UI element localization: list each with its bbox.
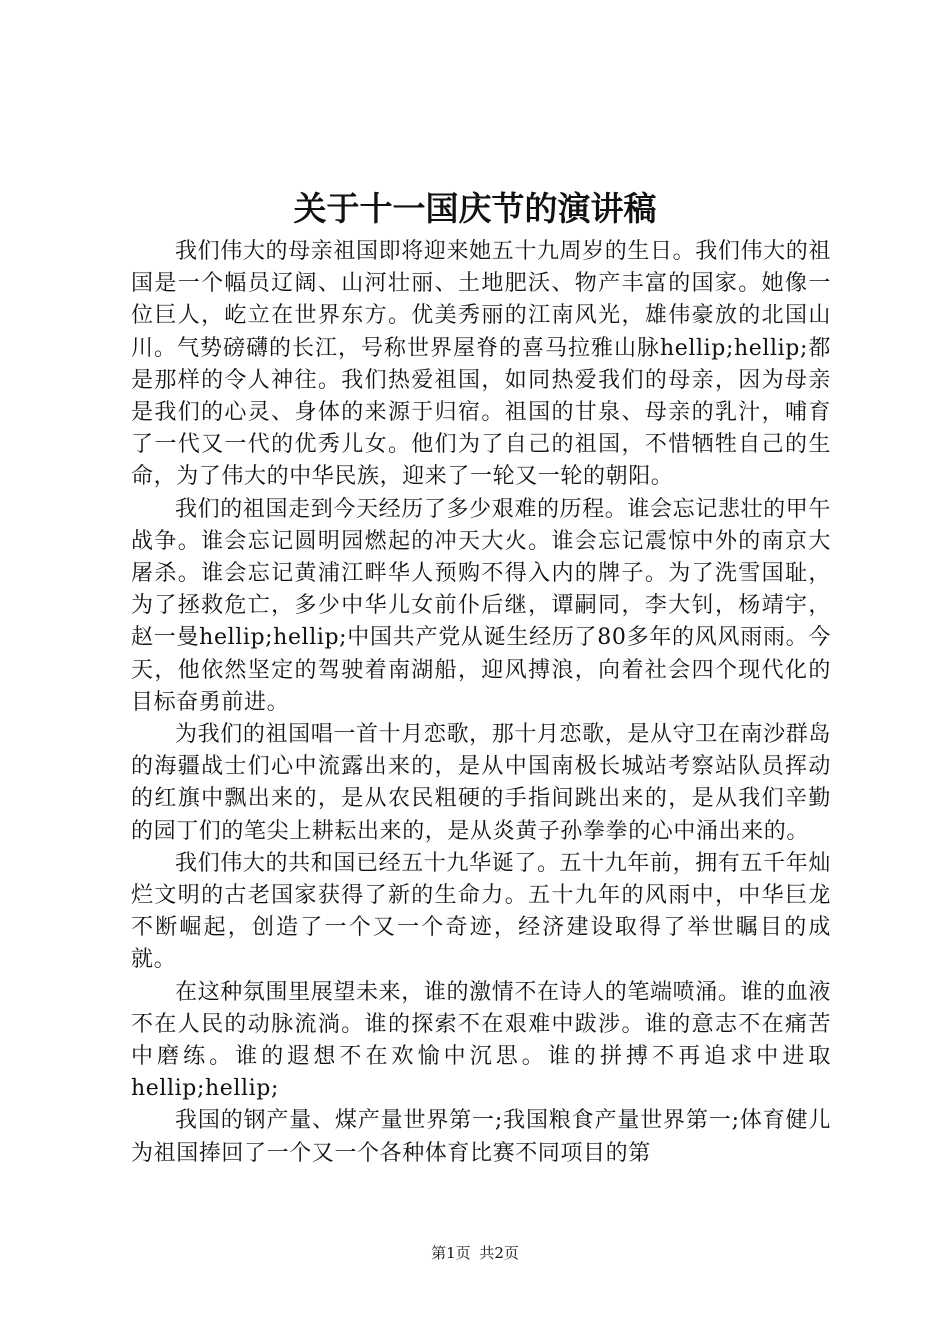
paragraph-3: 为我们的祖国唱一首十月恋歌，那十月恋歌，是从守卫在南沙群岛的海疆战士们心中流露出来的，是从中国南极长城站考察站队员挥动的红旗中飘出来的，是从农民粗硬的手指间跳出来的，是从我们辛勤的园丁们的笔尖上耕耘出来的，是从炎黄子孙拳拳的心中涌出来的。 xyxy=(131,722,831,844)
paragraph-1: 我们伟大的母亲祖国即将迎来她五十九周岁的生日。我们伟大的祖国是一个幅员辽阔、山河壮丽、土地肥沃、物产丰富的国家。她像一位巨人，屹立在世界东方。优美秀丽的江南风光，雄伟豪放的北国山川。气势磅礴的长江，号称世界屋脊的喜马拉雅山脉hellip;hellip;都是那样的令人神往。我们热爱祖国，如同热爱我们的母亲，因为母亲是我们的心灵、身体的来源于归宿。祖国的甘泉、母亲的乳汁，哺育了一代又一代的优秀儿女。他们为了自己的祖国，不惜牺牲自己的生命，为了伟大的中华民族，迎来了一轮又一轮的朝阳。 xyxy=(131,239,831,490)
page-footer xyxy=(0,1243,950,1263)
document-title: 关于十一国庆节的演讲稿 xyxy=(293,189,657,228)
page-total: 共2页 xyxy=(479,1244,519,1262)
document-body xyxy=(131,236,831,1170)
paragraph-5: 在这种氛围里展望未来，谁的激情不在诗人的笔端喷涌。谁的血液不在人民的动脉流淌。谁的探索不在艰难中跋涉。谁的意志不在痛苦中磨练。谁的遐想不在欢愉中沉思。谁的拼搏不再追求中进取hellip;hellip; xyxy=(131,979,831,1102)
paragraph-2: 我们的祖国走到今天经历了多少艰难的历程。谁会忘记悲壮的甲午战争。谁会忘记圆明园燃起的冲天大火。谁会忘记震惊中外的南京大屠杀。谁会忘记黄浦江畔华人预购不得入内的牌子。为了洗雪国耻，为了拯救危亡，多少中华儿女前仆后继，谭嗣同，李大钊，杨靖宇，赵一曼hellip;hellip;中国共产党从诞生经历了80多年的风风雨雨。今天，他依然坚定的驾驶着南湖船，迎风搏浪，向着社会四个现代化的目标奋勇前进。 xyxy=(131,496,831,715)
paragraph-4: 我们伟大的共和国已经五十九华诞了。五十九年前，拥有五千年灿烂文明的古老国家获得了新的生命力。五十九年的风雨中，中华巨龙不断崛起，创造了一个又一个奇迹，经济建设取得了举世瞩目的成就。 xyxy=(131,850,831,973)
page-number: 第1页 xyxy=(431,1244,471,1262)
paragraph-6: 我国的钢产量、煤产量世界第一;我国粮食产量世界第一;体育健儿为祖国捧回了一个又一个各种体育比赛不同项目的第 xyxy=(131,1108,831,1166)
